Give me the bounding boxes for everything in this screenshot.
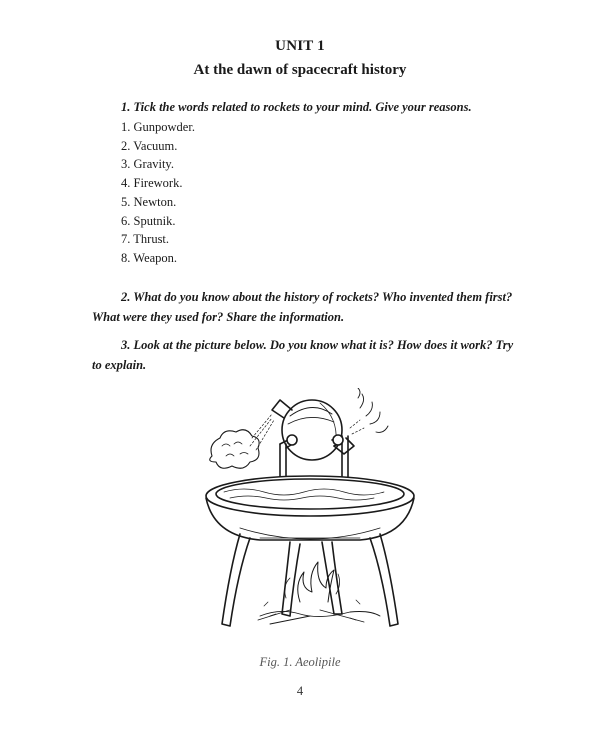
list-item: 1. Gunpowder. [121, 120, 195, 134]
task-2-line-2: What were they used for? Share the information. [92, 310, 345, 324]
task-3-line-2: to explain. [92, 358, 147, 372]
task-1-instruction [121, 97, 541, 117]
aeolipile-illustration [200, 388, 420, 638]
steam-left-drawing [210, 414, 274, 468]
unit-title: UNIT 1 [275, 38, 325, 54]
list-item: 3. Gravity. [121, 157, 174, 172]
list-item: 8. Weapon. [121, 250, 178, 265]
task-1-text: 1. Tick the words related to rockets to your mind. Give your reasons. [121, 100, 472, 114]
list-item: 2. Vacuum. [121, 138, 178, 153]
page-number: 4 [296, 684, 304, 698]
legs-drawing [222, 534, 398, 626]
steam-right-drawing [350, 388, 388, 434]
list-item: 6. Sputnik. [121, 213, 176, 228]
list-item: 7. Thrust. [121, 232, 170, 247]
task-3-line-1: 3. Look at the picture below. Do you know what it is? How does it work? Try [121, 338, 514, 352]
figure-caption: Fig. 1. Aeolipile [259, 655, 341, 669]
fire-drawing [258, 562, 380, 624]
basin-drawing [206, 476, 414, 540]
task-2-line-1: 2. What do you know about the history of rockets? Who invented them first? [121, 290, 513, 304]
list-item: 5. Newton. [121, 194, 177, 209]
list-item: 4. Firework. [121, 176, 183, 191]
unit-subtitle: At the dawn of spacecraft history [193, 62, 407, 78]
task-3-instruction [92, 335, 541, 375]
word-list [121, 118, 195, 268]
task-2-instruction [92, 287, 541, 327]
